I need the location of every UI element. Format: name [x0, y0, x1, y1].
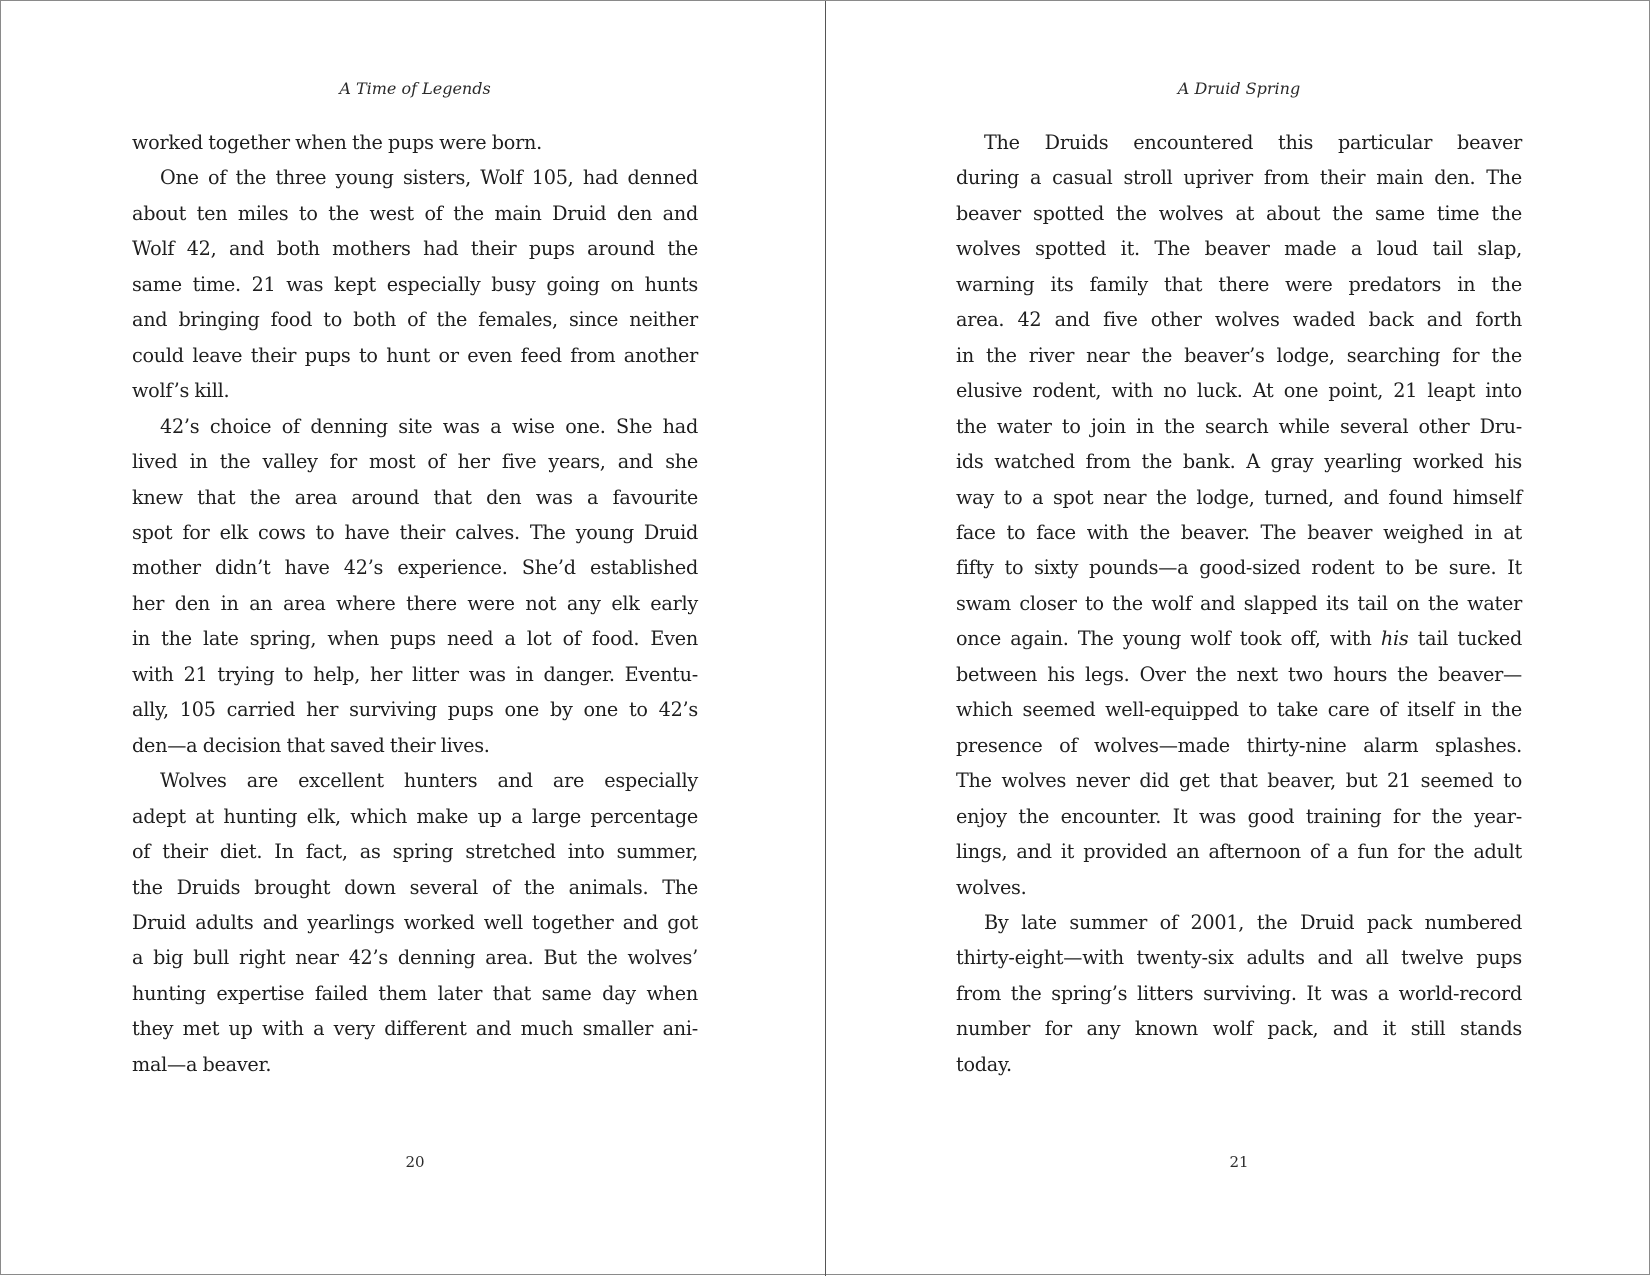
left-page: [1, 1, 825, 1276]
text-line: wolves spotted it. The beaver made a loud tail slap,: [956, 237, 1522, 261]
text-line: fifty to sixty pounds—a good-sized rodent to be sure. It: [956, 556, 1522, 580]
text-line: ally, 105 carried her surviving pups one by one to 42’s: [132, 698, 698, 722]
text-line: once again. The young wolf took off, with his tail tucked: [956, 627, 1522, 651]
text-line: wolves.: [956, 875, 1027, 899]
paragraph: [132, 763, 698, 1082]
text-line: from the spring’s litters surviving. It was a world-record: [956, 981, 1522, 1005]
text-line: Druid adults and yearlings worked well together and got: [132, 910, 698, 934]
paragraph: [132, 409, 698, 764]
text-line: By late summer of 2001, the Druid pack numbered: [984, 910, 1522, 934]
page-number-right: 21: [1229, 1153, 1249, 1171]
running-head-left: A Time of Legends: [339, 79, 491, 98]
text-line: worked together when the pups were born.: [132, 131, 542, 154]
text-line: ids watched from the bank. A gray yearling worked his: [956, 450, 1522, 474]
paragraph: [132, 125, 698, 160]
text-line: the water to join in the search while several other Dru-: [956, 414, 1522, 438]
text-line: could leave their pups to hunt or even feed from another: [132, 343, 698, 367]
body-text-left: [132, 125, 698, 1082]
paragraph: [132, 160, 698, 408]
text-line: today.: [956, 1052, 1012, 1076]
text-line: lived in the valley for most of her five years, and she: [132, 450, 698, 474]
text-line: the Druids brought down several of the animals. The: [132, 875, 698, 899]
text-line: area. 42 and five other wolves waded back and forth: [956, 308, 1522, 332]
right-page: [826, 1, 1650, 1276]
paragraph: [956, 125, 1522, 905]
text-line: with 21 trying to help, her litter was in danger. Eventu-: [132, 662, 698, 686]
text-line: thirty-eight—with twenty-six adults and all twelve pups: [956, 946, 1522, 970]
emphasis: his: [1380, 627, 1409, 651]
text-line: The Druids encountered this particular beaver: [984, 131, 1522, 154]
text-line: swam closer to the wolf and slapped its tail on the water: [956, 591, 1522, 615]
text-line: same time. 21 was kept especially busy going on hunts: [132, 272, 698, 296]
text-line: Wolf 42, and both mothers had their pups around the: [132, 237, 698, 261]
text-line: of their diet. In fact, as spring stretched into summer,: [132, 840, 698, 864]
text-line: her den in an area where there were not any elk early: [132, 591, 698, 615]
text-line: enjoy the encounter. It was good training for the year-: [956, 804, 1522, 828]
text-line: about ten miles to the west of the main Druid den and: [132, 201, 698, 225]
text-line: adept at hunting elk, which make up a large percentage: [132, 804, 698, 828]
text-line: 42’s choice of denning site was a wise one. She had: [160, 414, 698, 438]
text-line: presence of wolves—made thirty-nine alarm splashes.: [956, 733, 1522, 757]
text-line: a big bull right near 42’s denning area. But the wolves’: [132, 946, 698, 970]
text-line: spot for elk cows to have their calves. The young Druid: [132, 520, 698, 544]
text-line: face to face with the beaver. The beaver weighed in at: [956, 520, 1522, 544]
text-line: den—a decision that saved their lives.: [132, 733, 490, 757]
text-line: which seemed well-equipped to take care of itself in the: [956, 698, 1522, 722]
text-line: mal—a beaver.: [132, 1052, 272, 1076]
text-line: in the river near the beaver’s lodge, searching for the: [956, 343, 1522, 367]
text-line: wolf’s kill.: [132, 379, 230, 403]
body-text-right: [956, 125, 1522, 1082]
text-line: knew that the area around that den was a favourite: [132, 485, 698, 509]
text-line: mother didn’t have 42’s experience. She’d established: [132, 556, 698, 580]
running-head-right: A Druid Spring: [1177, 79, 1301, 98]
text-line: in the late spring, when pups need a lot of food. Even: [132, 627, 698, 651]
text-line: number for any known wolf pack, and it still stands: [956, 1017, 1522, 1041]
text-line: they met up with a very different and much smaller ani-: [132, 1017, 698, 1041]
text-line: beaver spotted the wolves at about the same time the: [956, 201, 1522, 225]
text-line: way to a spot near the lodge, turned, and found himself: [956, 485, 1522, 509]
text-line: warning its family that there were predators in the: [956, 272, 1522, 296]
page-number-left: 20: [405, 1153, 425, 1171]
text-line: Wolves are excellent hunters and are especially: [160, 769, 698, 793]
text-line: between his legs. Over the next two hours the beaver—: [956, 662, 1522, 686]
text-line: and bringing food to both of the females, since neither: [132, 308, 698, 332]
text-line: hunting expertise failed them later that same day when: [132, 981, 698, 1005]
text-line: elusive rodent, with no luck. At one point, 21 leapt into: [956, 379, 1522, 403]
text-line: The wolves never did get that beaver, but 21 seemed to: [956, 769, 1522, 793]
text-line: One of the three young sisters, Wolf 105, had denned: [160, 166, 698, 190]
paragraph: [956, 905, 1522, 1082]
text-line: lings, and it provided an afternoon of a fun for the adult: [956, 840, 1522, 864]
text-line: during a casual stroll upriver from their main den. The: [956, 166, 1522, 190]
